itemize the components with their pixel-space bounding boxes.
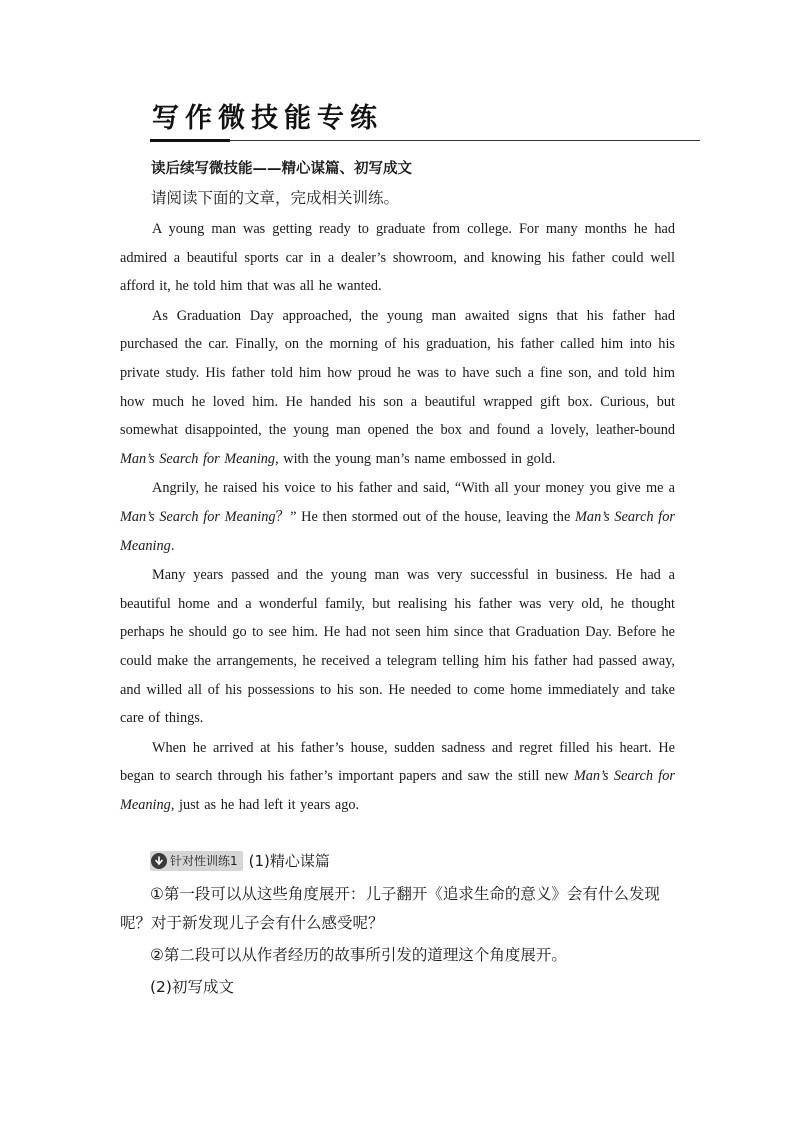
story-paragraph-2-end: with the young man’s name embossed in gold. — [278, 450, 556, 467]
story-paragraph-5-start: When he arrived at his father’s house, sudden sadness and regret filled his heart. He began to search through his father’s important papers and saw the still new — [120, 739, 675, 785]
training-part1-label: (1)精心谋篇 — [248, 852, 330, 870]
training-item-2: ②第二段可以从作者经历的故事所引发的道理这个角度展开。 — [150, 946, 567, 964]
story-paragraph-3-start: Angrily, he raised his voice to his father and said, “With all your money you give me a — [152, 480, 675, 497]
book-title: Man’s Search for Meaning, — [120, 450, 279, 467]
training-item-1: ①第一段可以从这些角度展开：儿子翻开《追求生命的意义》会有什么发现呢？对于新发现儿子会有什么感受呢？ — [120, 885, 660, 932]
page-title: 写作微技能专练 — [152, 103, 383, 134]
section-subheading: 读后续写微技能——精心谋篇、初写成文 — [151, 161, 412, 177]
title-underline-accent — [150, 139, 230, 142]
story-paragraph-3-end: . — [170, 537, 175, 554]
story-paragraph-4: Many years passed and the young man was very successful in business. He had a beautiful home and a wonderful family, but realising his father was very old, he thought perhaps he should go to see him. He had not seen him since that Graduation Day. Before he could make the arrangements, he received a telegram telling him his father had passed away, and willed all of his possessions to his son. He needed to come home immediately and take care of things. — [120, 567, 675, 727]
story-paragraph-3-mid: ？” He then stormed out of the house, leaving the — [275, 508, 576, 525]
section-instruction: 请阅读下面的文章，完成相关训练。 — [151, 189, 400, 207]
book-title: Man’s Search for Meaning — [120, 508, 276, 525]
book-title: Man’s Search for Meaning, — [120, 768, 675, 813]
story-paragraph-2 — [120, 302, 675, 474]
story-paragraph-2-text: As Graduation Day approached, the young man awaited signs that his father had purchased the car. Finally, on the morning of his graduation, his father called him into his private study. His father told him how proud he was to have such a fine son, and told him how much he loved him. He handed his son a beautiful wrapped gift box. Curious, but somewhat disappointed, the young man opened the box and found a lovely, leather-bound — [120, 307, 675, 439]
down-arrow-icon-glyph — [154, 856, 164, 866]
story-paragraph-1: A young man was getting ready to graduate from college. For many months he had admired a beautiful sports car in a dealer’s showroom, and knowing his father could well afford it, he told him that was all he wanted. — [120, 221, 675, 295]
story-paragraph-5 — [120, 734, 675, 820]
book-title: Man’s Search for Meaning — [120, 508, 675, 554]
down-arrow-icon — [151, 853, 167, 869]
story-paragraph-3 — [120, 474, 675, 560]
story-text — [120, 215, 675, 819]
training-badge-label: 针对性训练1 — [170, 854, 238, 868]
training-header — [150, 850, 330, 871]
story-paragraph-5-end: just as he had left it years ago. — [174, 796, 360, 813]
training-badge — [150, 851, 243, 871]
training-content — [120, 880, 680, 1005]
training-part2-label: (2)初写成文 — [150, 978, 234, 996]
title-underline — [150, 140, 700, 141]
